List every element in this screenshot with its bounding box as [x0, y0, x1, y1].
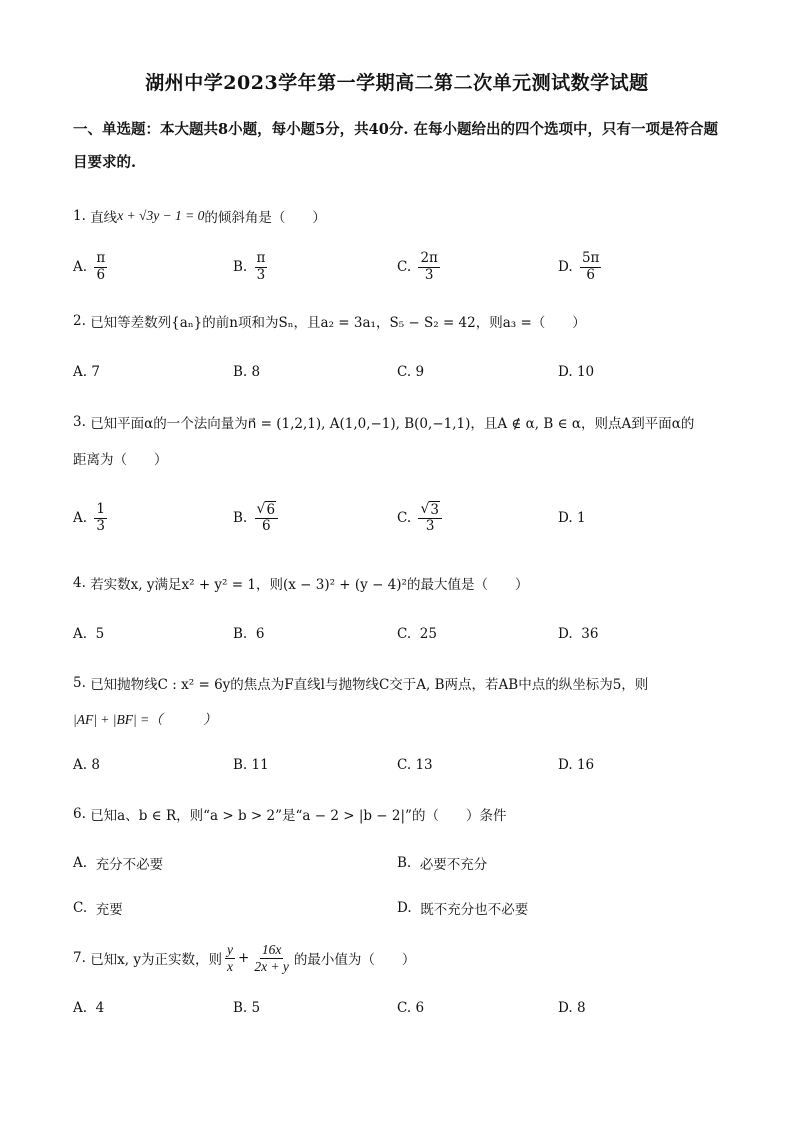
question-stem: 已知等差数列{aₙ}的前n项和为Sₙ，且a₂ = 3a₁，S₅ − S₂ = 42，则a₃ =（ ）: [90, 315, 586, 331]
question-stem: 的倾斜角是（ ）: [204, 210, 326, 226]
question-stem: 若实数x, y满足x² + y² = 1，则(x − 3)² + (y − 4)²的最大值是（ ）: [90, 577, 529, 593]
question-stem: 的最小值为（ ）: [293, 952, 416, 968]
sqrt-symbol: √ 6: [256, 501, 276, 519]
question-number: 1.: [73, 208, 86, 224]
question-number: 6.: [73, 806, 86, 822]
option-c[interactable]: C. 6: [397, 1000, 425, 1016]
section-heading: 一、单选题：本大题共8小题，每小题5分，共40分. 在每小题给出的四个选项中，只有一项是符合题目要求的.: [73, 121, 718, 171]
line-equation: x + √3y − 1 = 0: [117, 208, 205, 223]
option-b[interactable]: B. 5: [233, 1000, 261, 1016]
fraction: $\frac{\pi}{3}$: [256, 249, 266, 283]
fraction: $\frac{1}{3}$: [96, 500, 105, 534]
question-number: 4.: [73, 575, 86, 591]
option-c[interactable]: C. 充要: [73, 900, 123, 918]
question-stem: 已知a、b ∈ R，则“a > b > 2”是“a − 2 > |b − 2|”的（ ）条件: [90, 808, 507, 824]
question-4: [73, 565, 528, 601]
question-stem: 已知平面α的一个法向量为n⃗ = (1,2,1), A(1,0,−1), B(0,−1,1)，且A ∉ α, B ∈ α，则点A到平面α的: [90, 416, 695, 432]
option-d[interactable]: D. 既不充分也不必要: [397, 900, 529, 918]
option-c[interactable]: C. $\frac{2\pi}{3}$: [397, 249, 438, 283]
option-b[interactable]: B. 6: [233, 626, 265, 642]
option-c[interactable]: C. 9: [397, 364, 425, 380]
option-a[interactable]: A. 8: [73, 757, 100, 773]
fraction: √ 3 3: [418, 501, 442, 535]
question-number: 7.: [73, 950, 86, 966]
fraction: $\frac{2\pi}{3}$: [420, 249, 438, 283]
question-number: 5.: [73, 675, 86, 691]
option-d[interactable]: D. 10: [558, 364, 595, 380]
option-d[interactable]: D. 36: [558, 626, 599, 642]
option-a[interactable]: A. 5: [73, 626, 105, 642]
option-c[interactable]: C. 25: [397, 626, 437, 642]
option-d[interactable]: D. $\frac{5\pi}{6}$: [558, 249, 600, 283]
question-5: [73, 665, 648, 701]
option-b[interactable]: B. 11: [233, 757, 269, 773]
question-3-continued: [73, 440, 168, 476]
question-7: 7. 已知x, y为正实数，则 $\frac{y}{x}$ + $\frac{16x}{2x + y}$ 的最小值为（ ）: [73, 941, 416, 974]
fraction: $\frac{16x}{2x + y}$: [254, 941, 289, 974]
question-stem: 已知抛物线C : x² = 6y的焦点为F直线l与抛物线C交于A, B两点，若AB中点的纵坐标为5，则: [90, 677, 649, 693]
fraction: $\frac{5\pi}{6}$: [581, 249, 600, 283]
question-stem: |AF| + |BF| =（ ）: [73, 712, 217, 727]
sqrt-symbol: √ 3: [420, 501, 439, 519]
question-number: 2.: [73, 313, 86, 329]
option-c[interactable]: C. 13: [397, 757, 433, 773]
option-c[interactable]: C. √ 3 3: [397, 496, 445, 540]
question-number: 3.: [73, 414, 86, 430]
question-3: [73, 404, 694, 440]
option-a[interactable]: A. $\frac{1}{3}$: [73, 500, 105, 534]
question-5-continued: [73, 700, 217, 736]
question-1: [73, 198, 326, 234]
option-b[interactable]: B. 必要不充分: [397, 855, 488, 873]
page-title: 湖州中学2023学年第一学期高二第二次单元测试数学试题: [145, 72, 649, 94]
option-a[interactable]: A. $\frac{\pi}{6}$: [73, 249, 106, 283]
option-b[interactable]: B. √ 6 6: [233, 496, 281, 540]
option-a[interactable]: A. 4: [73, 1000, 105, 1016]
option-d[interactable]: D. 1: [558, 510, 586, 526]
question-stem: 已知x, y为正实数，则: [90, 952, 223, 968]
question-stem: 直线: [90, 210, 118, 226]
question-stem: 距离为（ ）: [73, 452, 168, 468]
option-a[interactable]: A. 7: [73, 364, 100, 380]
option-d[interactable]: D. 16: [558, 757, 595, 773]
fraction: $\frac{y}{x}$: [227, 941, 234, 974]
option-b[interactable]: B. 8: [233, 364, 261, 380]
question-2: [73, 303, 586, 339]
fraction: √ 6 6: [255, 501, 279, 535]
option-d[interactable]: D. 8: [558, 1000, 586, 1016]
question-6: [73, 796, 506, 832]
option-a[interactable]: A. 充分不必要: [73, 855, 164, 873]
fraction: $\frac{\pi}{6}$: [96, 249, 106, 283]
option-b[interactable]: B. $\frac{\pi}{3}$: [233, 249, 266, 283]
